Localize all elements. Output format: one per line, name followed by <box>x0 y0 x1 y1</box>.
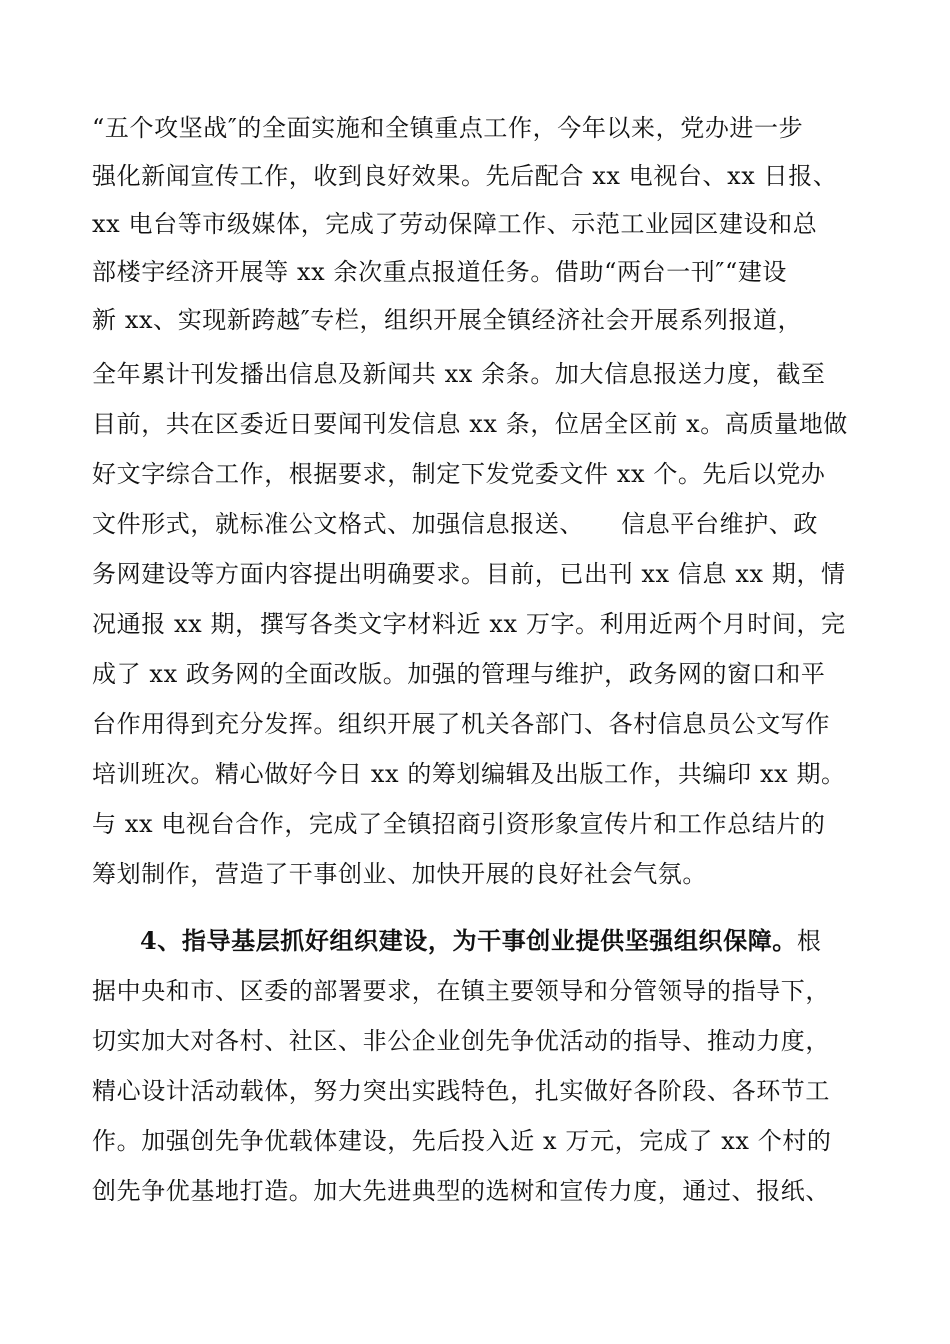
text-line: 成了 xx 政务网的全面改版。加强的管理与维护，政务网的窗口和平 <box>92 660 826 688</box>
text-line: 新 xx、实现新跨越″专栏，组织开展全镇经济社会开展系列报道， <box>92 306 803 334</box>
text-line: “五个攻坚战″的全面实施和全镇重点工作，今年以来，党办进一步 <box>92 114 804 142</box>
text-line: 务网建设等方面内容提出明确要求。目前，已出刊 xx 信息 xx 期，情 <box>92 560 846 588</box>
text-line: 创先争优基地打造。加大先进典型的选树和宣传力度，通过、报纸、 <box>92 1177 830 1205</box>
text-line: 台作用得到充分发挥。组织开展了机关各部门、各村信息员公文写作 <box>92 710 830 738</box>
text-line: 筹划制作，营造了干事创业、加快开展的良好社会气氛。 <box>92 860 707 888</box>
text-line: 与 xx 电视台合作，完成了全镇招商引资形象宣传片和工作总结片的 <box>92 810 826 838</box>
text-line: 切实加大对各村、社区、非公企业创先争优活动的指导、推动力度， <box>92 1027 830 1055</box>
text-line: 文件形式，就标准公文格式、加强信息报送、 信息平台维护、政 <box>92 510 818 538</box>
text-line: 培训班次。精心做好今日 xx 的筹划编辑及出版工作，共编印 xx 期。 <box>92 760 846 788</box>
text-line: 目前，共在区委近日要闻刊发信息 xx 条，位居全区前 x。高质量地做 <box>92 410 848 438</box>
text-line: 据中央和市、区委的部署要求，在镇主要领导和分管领导的指导下， <box>92 977 830 1005</box>
text-line: 部楼宇经济开展等 xx 余次重点报道任务。借助“两台一刊″“建设 <box>92 258 788 286</box>
section-heading: 4、指导基层抓好组织建设，为干事创业提供坚强组织保障。 <box>140 926 797 955</box>
text-line: 好文字综合工作，根据要求，制定下发党委文件 xx 个。先后以党办 <box>92 460 826 488</box>
text-line: 全年累计刊发播出信息及新闻共 xx 余条。加大信息报送力度，截至 <box>92 360 826 388</box>
text-line: xx 电台等市级媒体，完成了劳动保障工作、示范工业园区建设和总 <box>92 210 818 238</box>
section-heading-line <box>140 917 862 965</box>
text-line: 作。加强创先争优载体建设，先后投入近 x 万元，完成了 xx 个村的 <box>92 1127 832 1155</box>
text-line: 强化新闻宣传工作，收到良好效果。先后配合 xx 电视台、xx 日报、 <box>92 162 838 190</box>
text-line: 精心设计活动载体，努力突出实践特色，扎实做好各阶段、各环节工 <box>92 1077 830 1105</box>
heading-tail-text: 根 <box>796 927 822 955</box>
text-line: 况通报 xx 期，撰写各类文字材料近 xx 万字。利用近两个月时间，完 <box>92 610 846 638</box>
